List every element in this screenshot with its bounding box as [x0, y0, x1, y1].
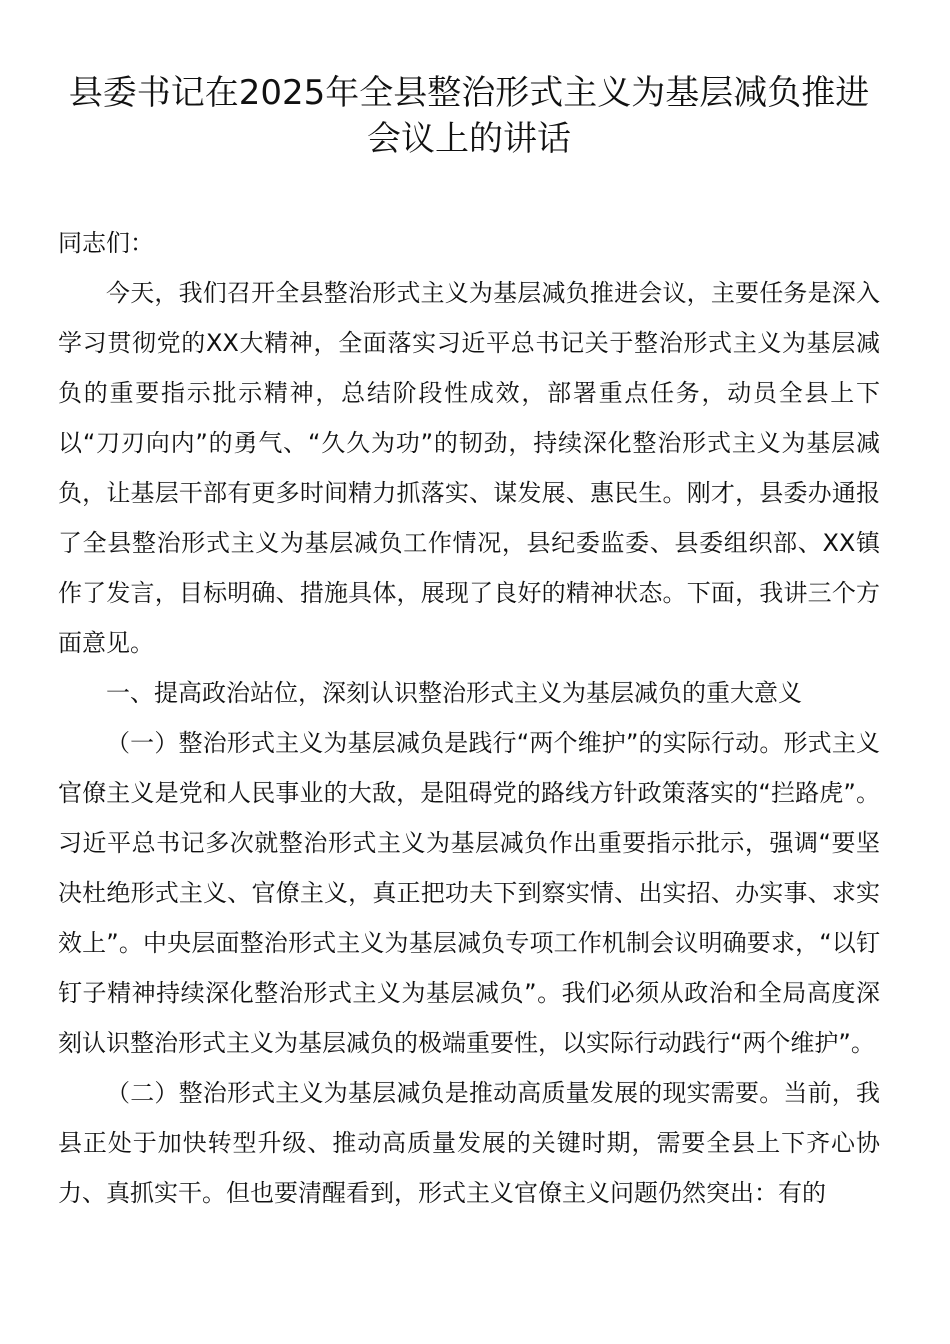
salutation: 同志们： [58, 229, 154, 257]
paragraph-1-1: （一）整治形式主义为基层减负是践行“两个维护”的实际行动。形式主义官僚主义是党和人民事业的大敌，是阻碍党的路线方针政策落实的“拦路虎”。习近平总书记多次就整治形式主义为基层减负作出重要指示批示，强调“要坚决杜绝形式主义、官僚主义，真正把功夫下到察实情、出实招、办实事、求实效上”。中央层面整治形式主义为基层减负专项工作机制会议明确要求，“以钉钉子精神持续深化整治形式主义为基层减负”。我们必须从政治和全局高度深刻认识整治形式主义为基层减负的极端重要性，以实际行动践行“两个维护”。 [58, 729, 880, 1057]
paragraph-intro: 今天，我们召开全县整治形式主义为基层减负推进会议，主要任务是深入学习贯彻党的XX大精神，全面落实习近平总书记关于整治形式主义为基层减负的重要指示批示精神，总结阶段性成效，部署重点任务，动员全县上下以“刀刃向内”的勇气、“久久为功”的韧劲，持续深化整治形式主义为基层减负，让基层干部有更多时间精力抓落实、谋发展、惠民生。刚才，县委办通报了全县整治形式主义为基层减负工作情况，县纪委监委、县委组织部、XX镇作了发言，目标明确、措施具体，展现了良好的精神状态。下面，我讲三个方面意见。 [58, 279, 880, 657]
document-page [58, 70, 880, 1218]
document-title: 县委书记在2025年全县整治形式主义为基层减负推进会议上的讲话 [68, 73, 870, 159]
section-heading-1: 一、提高政治站位，深刻认识整治形式主义为基层减负的重大意义 [106, 679, 802, 707]
paragraph-1-2: （二）整治形式主义为基层减负是推动高质量发展的现实需要。当前，我县正处于加快转型升级、推动高质量发展的关键时期，需要全县上下齐心协力、真抓实干。但也要清醒看到，形式主义官僚主义问题仍然突出：有的 [58, 1079, 880, 1207]
document-body [58, 218, 880, 1218]
